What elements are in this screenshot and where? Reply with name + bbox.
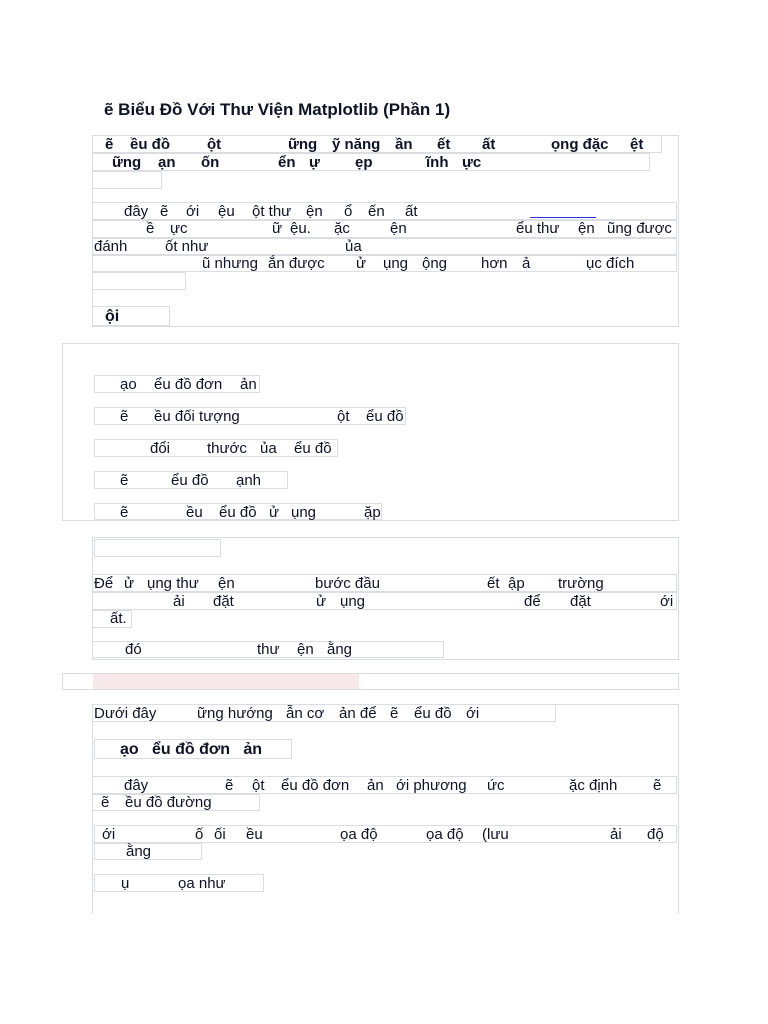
section-word: ối — [214, 826, 226, 843]
install-word: ải — [173, 593, 185, 610]
para-word: ẽ — [160, 203, 169, 220]
para-word: ụng — [383, 255, 409, 272]
para-word: ề — [146, 220, 155, 237]
para-word: hơn — [481, 255, 508, 272]
toc-word: đổi — [150, 440, 171, 457]
section-word: ới phương — [396, 777, 467, 794]
toc-word: ử — [269, 504, 280, 521]
intro-word: ỹ năng — [332, 136, 381, 153]
para-word: ử — [356, 255, 367, 272]
install-word: Để — [94, 575, 114, 592]
intro-word: ẽ — [105, 136, 114, 153]
para-word: ến — [368, 203, 385, 220]
toc-word: ột — [337, 408, 350, 425]
toc-word: ểu đồ đơn — [154, 376, 223, 393]
section-word: ụ — [121, 875, 130, 892]
toc-word: thước — [207, 440, 247, 457]
toc-word: ểu đồ — [171, 472, 209, 489]
install-word: đặt — [213, 593, 234, 610]
install-word: ất. — [110, 610, 127, 627]
para-word: ện — [306, 203, 323, 220]
para-word: ện — [390, 220, 407, 237]
para-word: ệu — [218, 203, 235, 220]
para-word: ột thư — [252, 203, 292, 220]
para-empty-box — [92, 272, 186, 290]
para-word: ất — [405, 203, 418, 220]
section-word: ọa độ — [340, 826, 378, 843]
section-heading: ạo ểu đồ đơn ản — [120, 741, 263, 758]
para-word: ốt như — [165, 238, 209, 255]
section-word: ểu đồ đơn — [281, 777, 350, 794]
install-word: ụng thư — [147, 575, 199, 592]
para-word: ộng — [422, 255, 448, 272]
section-word: ều đồ đường — [125, 794, 212, 811]
para-word: ắn được — [268, 255, 325, 272]
toc-word: ểu đồ — [366, 408, 404, 425]
intro-word: ẹp — [355, 154, 373, 171]
toc-word: ều — [186, 504, 203, 521]
section-word: ặc định — [569, 777, 618, 794]
guide-word: ững hướng — [197, 705, 273, 722]
section-word: ải — [610, 826, 622, 843]
toc-heading-box — [92, 306, 170, 326]
page-title: ẽ Biểu Đồ Với Thư Viện Matplotlib (Phần 1) — [104, 100, 451, 119]
install-word: ới — [660, 593, 674, 610]
toc-word: ểu đồ — [294, 440, 332, 457]
guide-word: ẽ — [390, 705, 399, 722]
install-word: ện — [218, 575, 235, 592]
para-word: ũ nhưng — [202, 255, 258, 272]
para-word: ữ — [272, 220, 283, 237]
hyperlink-underline[interactable] — [530, 217, 596, 218]
install-word: trường — [558, 575, 604, 592]
toc-word: ủa — [260, 440, 277, 457]
intro-word: ự — [309, 154, 320, 171]
install-word: ết — [487, 575, 500, 592]
section-word: ọa độ — [426, 826, 464, 843]
section-word: đây — [124, 777, 149, 794]
toc-word: ản — [240, 376, 257, 393]
intro-word: ực — [462, 154, 482, 171]
install-word: đó — [125, 641, 142, 658]
para-word: ới — [186, 203, 200, 220]
intro-word: ững — [112, 154, 142, 171]
install-word: thư — [257, 641, 280, 658]
intro-word: ạn — [158, 154, 176, 171]
toc-word: ặp — [364, 504, 381, 521]
section-word: ẽ — [653, 777, 662, 794]
para-word: ủa — [345, 238, 362, 255]
para-word: ả — [522, 255, 531, 272]
intro-empty-box — [92, 171, 162, 189]
section-word: ọa như — [178, 875, 226, 892]
toc-word: ụng — [291, 504, 317, 521]
guide-word: Dưới đây — [94, 705, 157, 722]
para-word: ặc — [334, 220, 350, 237]
section-line-box — [94, 825, 677, 843]
intro-word: ết — [437, 136, 451, 153]
para-word: ục đích — [586, 255, 635, 272]
guide-word: ẫn cơ — [286, 705, 325, 722]
toc-panel — [62, 343, 679, 521]
toc-word: ẽ — [120, 504, 129, 521]
section-word: ẽ — [101, 794, 110, 811]
toc-word: ạo — [120, 376, 137, 393]
intro-word: ọng đặc — [551, 136, 609, 153]
guide-word: ới — [466, 705, 480, 722]
toc-word: ạnh — [236, 472, 262, 489]
install-word: ử — [316, 593, 327, 610]
code-highlight — [93, 674, 359, 689]
toc-item[interactable] — [94, 407, 406, 425]
guide-word: ản để — [339, 705, 377, 722]
intro-word: ều đồ — [130, 136, 170, 153]
toc-word: ẽ — [120, 472, 129, 489]
section-word: ằng — [126, 843, 152, 860]
section-word: (lưu — [482, 826, 509, 843]
section-word: ột — [252, 777, 265, 794]
intro-word: ệt — [630, 136, 644, 153]
para-word: ểu thư — [516, 220, 560, 237]
install-word: ử — [124, 575, 135, 592]
para-word: ổ — [344, 203, 353, 220]
section-word: ều — [246, 826, 263, 843]
guide-word: ểu đồ — [414, 705, 452, 722]
intro-word: ần — [395, 136, 413, 153]
install-word: bước đầu — [315, 575, 380, 592]
intro-word: ển — [278, 154, 296, 171]
section-word: ẽ — [225, 777, 234, 794]
para-word: ũng được — [607, 220, 672, 237]
section-word: ố — [195, 826, 204, 843]
install-word: ụng — [340, 593, 366, 610]
para-word: đây — [124, 203, 149, 220]
intro-word: ất — [482, 136, 496, 153]
install-word: đặt — [570, 593, 591, 610]
section-word: độ — [647, 826, 664, 843]
section-word: ới — [102, 826, 116, 843]
install-word: ập — [508, 575, 525, 592]
para-word: ực — [170, 220, 188, 237]
toc-word: ẽ — [120, 408, 129, 425]
para-word: ện — [578, 220, 595, 237]
para-word: đánh — [94, 238, 128, 255]
section-word: ức — [487, 777, 505, 794]
toc-heading: ội — [105, 308, 120, 325]
toc-word: ều đối tượng — [154, 408, 240, 425]
para-word: ệu. — [290, 220, 311, 237]
intro-word: ĩnh — [426, 154, 449, 171]
intro-word: ột — [207, 136, 222, 153]
install-word: ện — [297, 641, 314, 658]
intro-word: ốn — [201, 154, 220, 171]
install-word: để — [524, 593, 541, 610]
section-word: ản — [367, 777, 384, 794]
toc-word: ểu đồ — [219, 504, 257, 521]
install-word: ằng — [327, 641, 353, 658]
intro-word: ững — [288, 136, 318, 153]
install-empty-box — [94, 539, 221, 557]
